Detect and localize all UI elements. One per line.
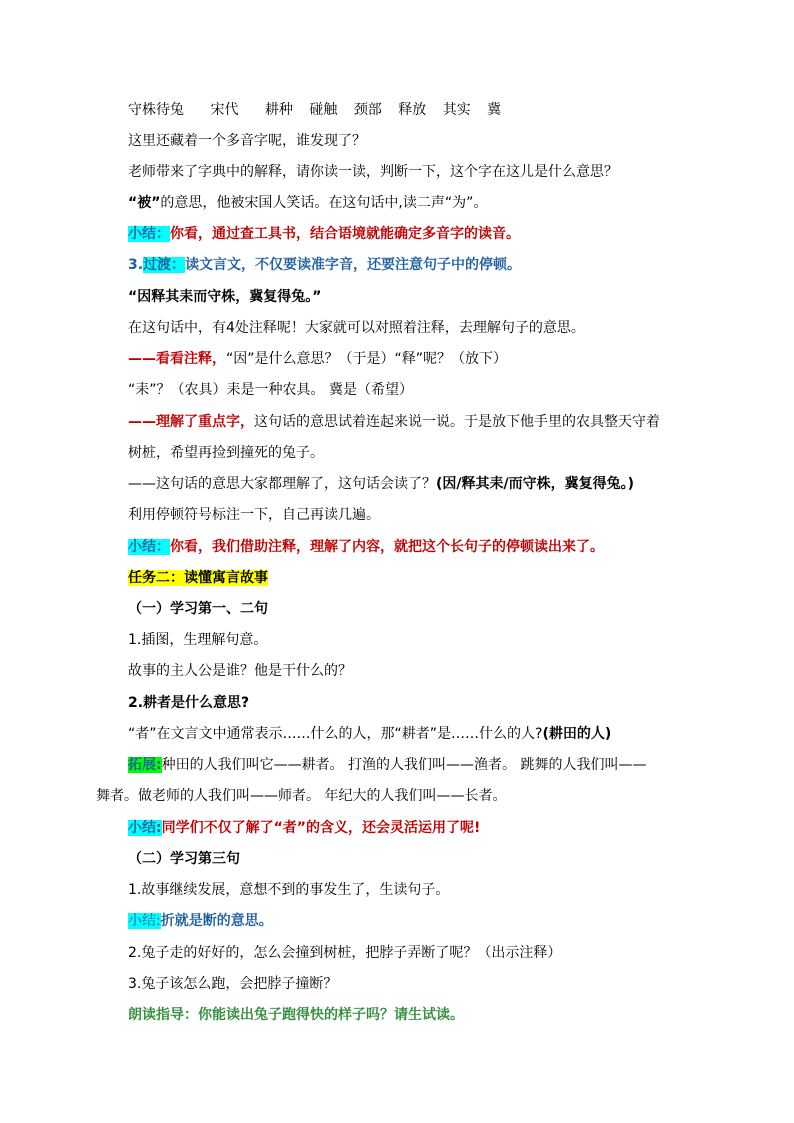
body-paragraph <box>128 348 507 370</box>
vocab-word: 碰触 <box>309 102 338 118</box>
paragraph-text: “者”在文言文中通常表示……什么的人，那“耕者”是……什么的人? <box>128 726 543 742</box>
summary-text: 折就是断的意思。 <box>160 913 273 929</box>
extension-text: 种田的人我们叫它——耕者。 打渔的人我们叫——渔者。 跳舞的人我们叫—— <box>161 757 647 773</box>
body-paragraph: 3.兔子该怎么跑，会把脖子撞断？ <box>128 976 338 992</box>
summary-label: 小结: <box>128 913 161 929</box>
quoted-term: “被” <box>128 195 161 211</box>
body-paragraph: 舞者。做老师的人我们叫——师者。 年纪大的人我们叫——长者。 <box>96 788 507 804</box>
vocab-word: 其实 <box>442 102 471 118</box>
body-paragraph <box>128 473 634 495</box>
extension-label: 拓展: <box>128 757 162 773</box>
body-paragraph: 1.故事继续发展，意想不到的事发生了，生读句子。 <box>128 882 450 898</box>
body-paragraph: 在这句话中，有4处注释呢！大家就可以对照着注释，去理解句子的意思。 <box>128 320 585 336</box>
summary-label: 小结: <box>128 820 162 836</box>
highlight-phrase: ——看看注释， <box>128 351 226 367</box>
step-number: 3. <box>128 257 144 273</box>
task-title: 任务二：读懂寓言故事 <box>128 570 268 586</box>
vocab-word: 冀 <box>487 102 502 118</box>
body-paragraph: 这里还藏着一个多音字呢，谁发现了？ <box>128 133 366 149</box>
transition-note <box>128 254 521 276</box>
paragraph-text: “因”是什么意思？（于是）“释”呢？（放下） <box>226 351 508 367</box>
section-heading: （一）学习第一、二句 <box>128 601 268 617</box>
paragraph-text: 的意思，他被宋国人笑话。在这句话中,读二声“为”。 <box>160 195 488 211</box>
summary-label: 小结： <box>128 226 170 242</box>
body-paragraph <box>128 723 611 745</box>
question-heading: 2.耕者是什么意思? <box>128 695 250 711</box>
reading-guidance: 朗读指导：你能读出兔子跑得快的样子吗？请生试读。 <box>128 1007 464 1023</box>
transition-text: 读文言文，不仅要读准字音，还要注意句子中的停顿。 <box>185 257 522 273</box>
highlight-phrase: ——理解了重点字， <box>128 414 254 430</box>
vocab-word: 耕种 <box>264 102 293 118</box>
section-heading: （二）学习第三句 <box>128 851 240 867</box>
summary-text: 同学们不仅了解了“者”的含义，还会灵活运用了呢! <box>161 820 481 836</box>
vocab-word: 释放 <box>398 102 427 118</box>
task-heading <box>128 567 268 589</box>
paragraph-text: ——这句话的意思大家都理解了，这句话会读了？ <box>128 476 436 492</box>
summary-text: 你看，通过查工具书，结合语境就能确定多音字的读音。 <box>170 226 520 242</box>
body-paragraph: 1.插图，生理解句意。 <box>128 632 268 648</box>
body-paragraph: 2.兔子走的好好的，怎么会撞到树桩，把脖子弄断了呢？（出示注释） <box>128 945 562 961</box>
vocab-word: 颈部 <box>353 102 382 118</box>
body-paragraph: 老师带来了字典中的解释，请你读一读，判断一下，这个字在这儿是什么意思？ <box>128 164 618 180</box>
summary-note <box>128 223 520 245</box>
body-paragraph: 故事的主人公是谁？他是干什么的？ <box>128 663 352 679</box>
summary-text: 你看，我们借助注释，理解了内容，就把这个长句子的停顿读出来了。 <box>170 539 604 555</box>
transition-label: 过渡： <box>143 257 186 273</box>
body-paragraph <box>128 192 487 214</box>
summary-label: 小结： <box>128 539 170 555</box>
summary-note <box>128 536 604 558</box>
body-paragraph: 树桩，希望再捡到撞死的兔子。 <box>128 445 324 461</box>
vocab-word: 守株待兔 <box>128 102 184 118</box>
classical-sentence: “因释其耒而守株，冀复得兔。” <box>128 289 322 305</box>
summary-note <box>128 910 273 932</box>
summary-note <box>128 817 480 839</box>
body-paragraph: 利用停顿符号标注一下，自己再读几遍。 <box>128 507 380 523</box>
answer-text: (耕田的人) <box>542 726 612 742</box>
extension-note <box>128 754 647 776</box>
body-paragraph <box>128 411 660 433</box>
paragraph-text: 这句话的意思试着连起来说一说。于是放下他手里的农具整天守着 <box>254 414 660 430</box>
vocab-line <box>128 99 501 121</box>
body-paragraph: “耒”？（农具）耒是一种农具。 冀是（希望） <box>128 382 413 398</box>
vocab-word: 宋代 <box>210 102 239 118</box>
pause-marked-sentence: (因/释其耒/而守株，冀复得兔。) <box>436 476 635 492</box>
